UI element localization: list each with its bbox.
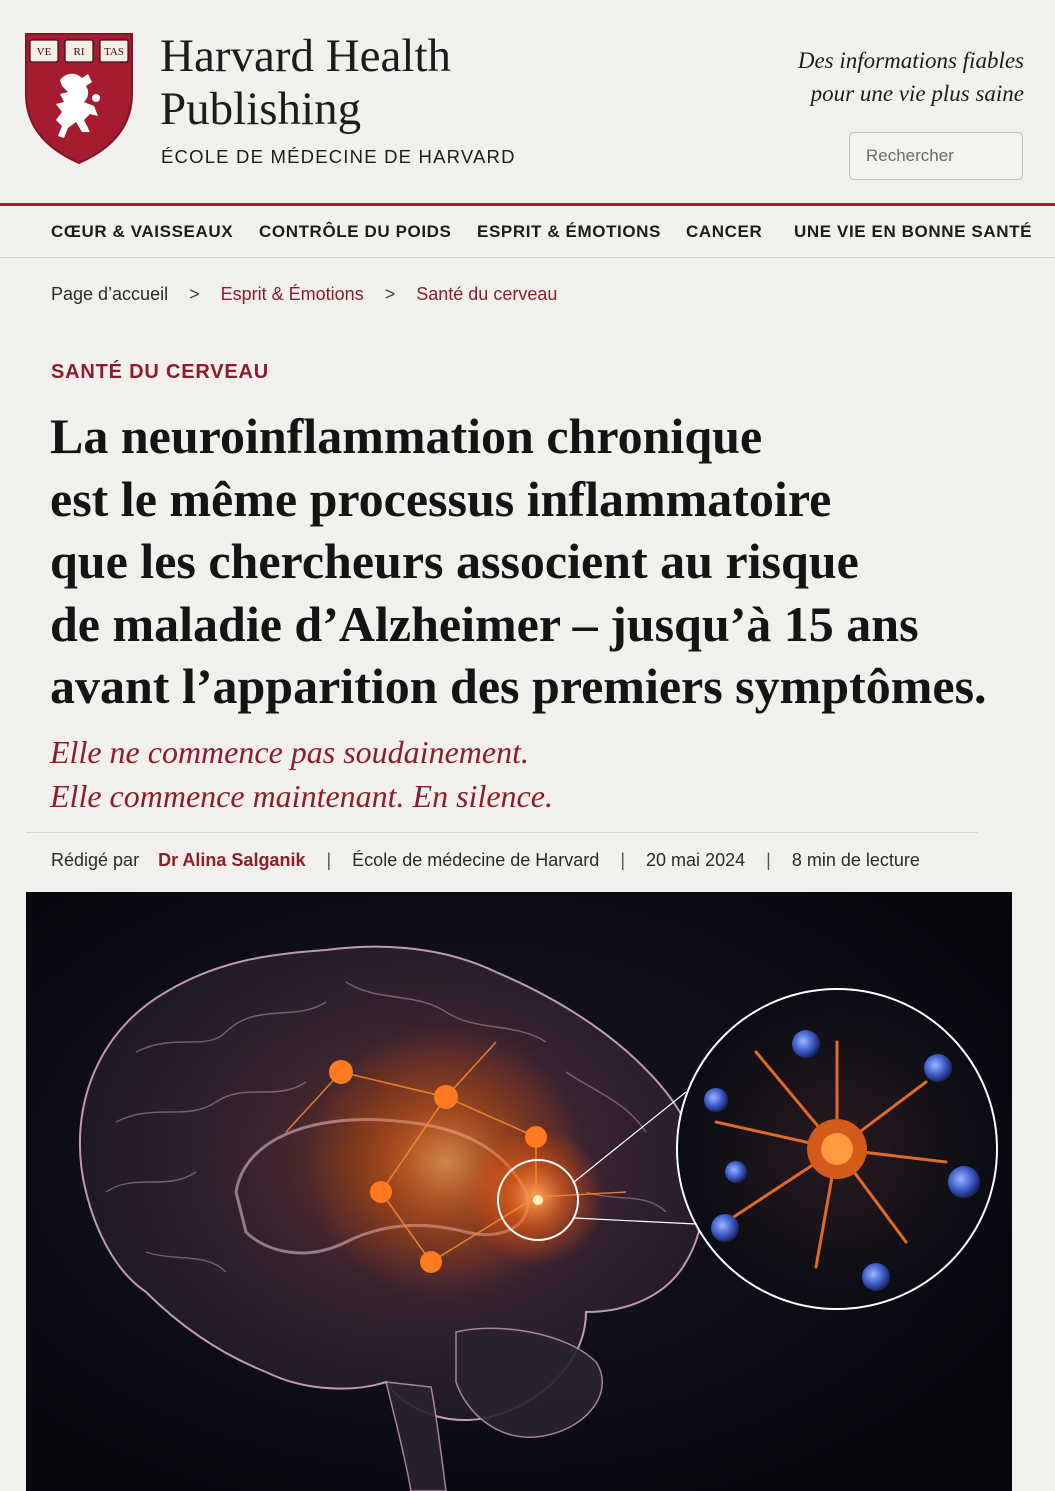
headline-line: de maladie d’Alzheimer – jusqu’à 15 ans <box>50 595 919 652</box>
byline-prefix: Rédigé par <box>51 850 140 870</box>
breadcrumb-esprit-emotions[interactable]: Esprit & Émotions <box>220 284 364 304</box>
byline-separator: | <box>620 850 626 870</box>
hero-image-brain-illustration <box>26 892 1012 1491</box>
article-dek <box>50 730 850 818</box>
nav-item-controle-du-poids[interactable]: CONTRÔLE DU POIDS <box>259 222 452 241</box>
article-byline <box>51 850 920 871</box>
byline-separator: | <box>326 850 332 870</box>
breadcrumb-separator: > <box>189 284 200 304</box>
headline-line: avant l’apparition des premiers symptômes. <box>50 658 987 714</box>
tagline-line-1: Des informations fiables <box>797 48 1024 73</box>
nav-item-coeur-vaisseaux[interactable]: CŒUR & VAISSEAUX <box>51 222 234 241</box>
breadcrumb-home[interactable]: Page d’accueil <box>51 284 169 304</box>
byline-institution: École de médecine de Harvard <box>352 850 600 870</box>
search-input[interactable] <box>849 132 1023 180</box>
site-tagline <box>694 44 1024 110</box>
brand-line-2: Publishing <box>160 83 362 135</box>
headline-line: que les chercheurs associent au risque <box>50 533 859 589</box>
dek-line: Elle commence maintenant. En silence. <box>50 778 553 814</box>
breadcrumb-sante-du-cerveau[interactable]: Santé du cerveau <box>416 284 558 304</box>
brain-illustration <box>26 892 1012 1491</box>
shield-text-tas: TAS <box>104 46 124 58</box>
shield-text-ri: RI <box>73 46 85 58</box>
byline-separator: | <box>766 850 771 870</box>
main-nav <box>0 206 1055 258</box>
brand-line-1: Harvard Health <box>160 30 451 82</box>
site-header <box>0 0 1055 203</box>
author-link[interactable]: Dr Alina Salganik <box>158 850 306 870</box>
shield-text-ve: VE <box>36 46 52 58</box>
nav-item-cancer[interactable]: CANCER <box>686 222 763 241</box>
headline-line: est le même processus inflammatoire <box>50 470 832 527</box>
breadcrumb <box>51 284 557 305</box>
harvard-shield-logo[interactable] <box>24 32 134 165</box>
brand-name[interactable] <box>160 30 580 136</box>
nav-item-une-vie-en-bonne-sante[interactable]: UNE VIE EN BONNE SANTÉ <box>794 222 1033 241</box>
dek-line: Elle ne commence pas soudainement. <box>50 734 529 770</box>
tagline-line-2: pour une vie plus saine <box>810 81 1024 106</box>
byline-date: 20 mai 2024 <box>646 850 746 870</box>
article-headline <box>50 405 987 718</box>
byline-divider <box>26 832 978 833</box>
byline-read-time: 8 min de lecture <box>791 850 920 870</box>
breadcrumb-separator: > <box>384 284 396 304</box>
nav-item-esprit-emotions[interactable]: ESPRIT & ÉMOTIONS <box>477 222 661 241</box>
headline-line: La neuroinflammation chronique <box>50 408 763 464</box>
article-category[interactable]: SANTÉ DU CERVEAU <box>51 361 270 383</box>
brand-subtitle: ÉCOLE DE MÉDECINE DE HARVARD <box>161 146 516 167</box>
